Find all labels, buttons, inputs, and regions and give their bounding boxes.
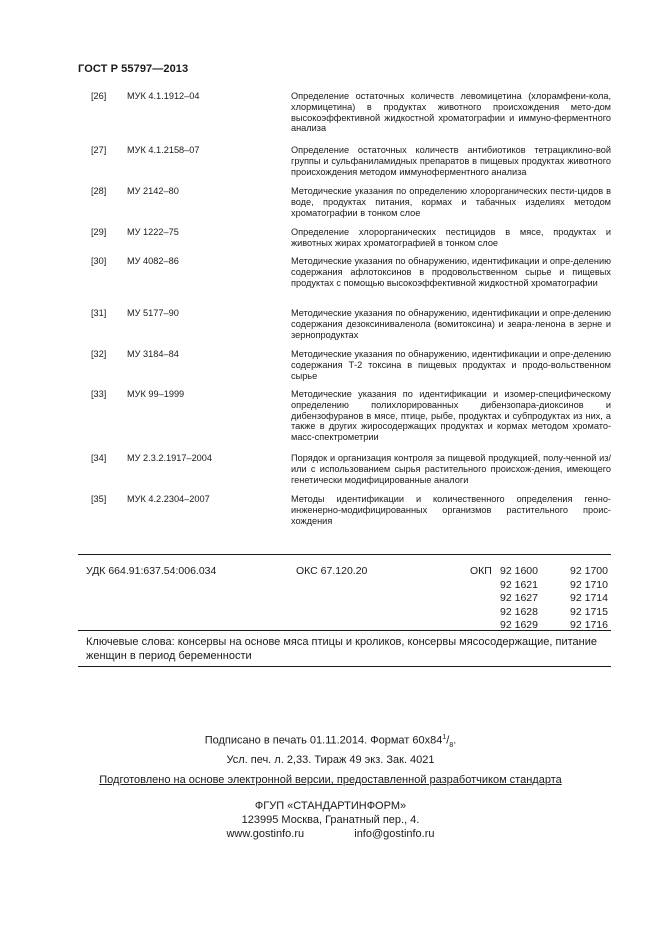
format-sup: 1	[442, 734, 447, 741]
reference-number: [33]	[91, 389, 107, 399]
okp-code: 92 1627	[500, 592, 538, 604]
imprint-signed-text: Подписано в печать 01.11.2014. Формат 60x84	[204, 734, 443, 747]
reference-code: МУ 4082–86	[127, 256, 179, 266]
divider-bottom	[78, 666, 611, 667]
okp-code: 92 1716	[570, 619, 608, 631]
okp-code: 92 1710	[570, 578, 608, 591]
udk-code: УДК 664.91:637.54:006.034	[86, 565, 217, 577]
reference-title: Порядок и организация контроля за пищевой продукцией, полу-ченной из/или с использованием сырья растительного происхож-дения, имеющего генетически модифицированные аналоги	[291, 453, 611, 485]
okp-code: 92 1600	[500, 565, 538, 577]
oks-code: ОКС 67.120.20	[296, 565, 368, 577]
okp-label: ОКП	[470, 565, 492, 577]
reference-title: Определение остаточных количеств левомицетина (хлорамфени-кола, хлормицетина) в продуктах животного происхождения мето-дом высокоэффективной жидкостной хроматографии и иммуно-ферментного анализа	[291, 91, 611, 134]
publisher-name: ФГУП «СТАНДАРТИНФОРМ»	[254, 800, 407, 812]
reference-title: Методические указания по идентификации и изомер-специфическому определению полихлорированных дибензопара-диоксинов и дибензофуранов в мясе, птице, рыбе, продуктах и субпродуктах из них, а также в других жиросодержащих продуктах и кормах методом хромато-масс-спектрометрии	[291, 389, 611, 443]
reference-number: [26]	[91, 91, 107, 101]
website-link[interactable]: www.gostinfo.ru	[226, 828, 305, 840]
okp-code: 92 1629	[500, 619, 538, 631]
page-header-standard: ГОСТ Р 55797—2013	[78, 63, 189, 75]
reference-code: МУ 5177–90	[127, 308, 179, 318]
okp-code: 92 1628	[500, 605, 538, 618]
keywords: Ключевые слова: консервы на основе мяса птицы и кроликов, консервы мясосодержащие, питание женщин в период беременности	[86, 636, 597, 662]
reference-code: МУ 2.3.2.1917–2004	[127, 453, 213, 463]
okp-code: 92 1714	[570, 592, 608, 604]
publisher-address: 123995 Москва, Гранатный пер., 4.	[241, 814, 420, 826]
imprint-block	[0, 731, 661, 841]
divider-middle	[78, 630, 611, 631]
reference-title: Методические указания по определению хлорорганических пести-цидов в воде, продуктах питания, кормах и табачных изделиях методом хроматографии в тонком слое	[291, 186, 611, 218]
reference-code: МУК 99–1999	[127, 389, 185, 399]
imprint-prepared: Подготовлено на основе электронной версии, предоставленной разработчиком стандарта	[99, 774, 562, 786]
reference-code: МУ 1222–75	[127, 227, 179, 237]
reference-number: [28]	[91, 186, 107, 196]
email-link[interactable]: info@gostinfo.ru	[354, 828, 435, 840]
reference-title: Методические указания по обнаружению, идентификации и опре-делению содержания афлотоксинов в продовольственном сырье и пищевых продуктах с помощью высокоэффективной жидкостной хроматографии	[291, 256, 611, 288]
okp-codes-col1	[480, 565, 538, 633]
reference-code: МУ 2142–80	[127, 186, 179, 196]
format-sub: 8	[449, 741, 454, 749]
okp-codes-col2	[548, 565, 608, 633]
okp-code: 92 1621	[500, 578, 538, 591]
reference-title: Методические указания по обнаружению, идентификации и опре-делению содержания дезоксиниваленола (вомитоксина) и зеара-ленона в зерне и зернопродуктах	[291, 308, 611, 340]
reference-code: МУК 4.1.2158–07	[127, 145, 200, 155]
reference-number: [35]	[91, 494, 107, 504]
reference-number: [31]	[91, 308, 107, 318]
reference-title: Методические указания по обнаружению, идентификации и опре-делению содержания Т-2 токсина в пищевых продуктах и продо-вольственном сырье	[291, 349, 611, 381]
okp-code: 92 1700	[570, 565, 608, 577]
reference-number: [29]	[91, 227, 107, 237]
imprint-print-info: Усл. печ. л. 2,33. Тираж 49 экз. Зак. 4021	[226, 754, 435, 766]
publisher-contacts	[0, 827, 661, 841]
divider-top	[78, 554, 611, 555]
imprint-signed: Подписано в печать 01.11.2014. Формат $60x84^1/_8$.	[204, 734, 457, 749]
reference-code: МУ 3184–84	[127, 349, 179, 359]
reference-title: Определение остаточных количеств антибиотиков тетрациклино-вой группы и сульфаниламидных препаратов в пищевых продуктах животного происхождения методом иммуноферментного анализа	[291, 145, 611, 177]
reference-title: Методы идентификации и количественного определения генно-инженерно-модифицированных организмов растительного проис-хождения	[291, 494, 611, 526]
reference-number: [34]	[91, 453, 107, 463]
reference-code: МУК 4.1.1912–04	[127, 91, 200, 101]
reference-number: [27]	[91, 145, 107, 155]
reference-title: Определение хлорорганических пестицидов в мясе, продуктах и животных жирах хроматографией в тонком слое	[291, 227, 611, 248]
reference-code: МУК 4.2.2304–2007	[127, 494, 210, 504]
reference-number: [32]	[91, 349, 107, 359]
reference-number: [30]	[91, 256, 107, 266]
okp-code: 92 1715	[570, 605, 608, 618]
